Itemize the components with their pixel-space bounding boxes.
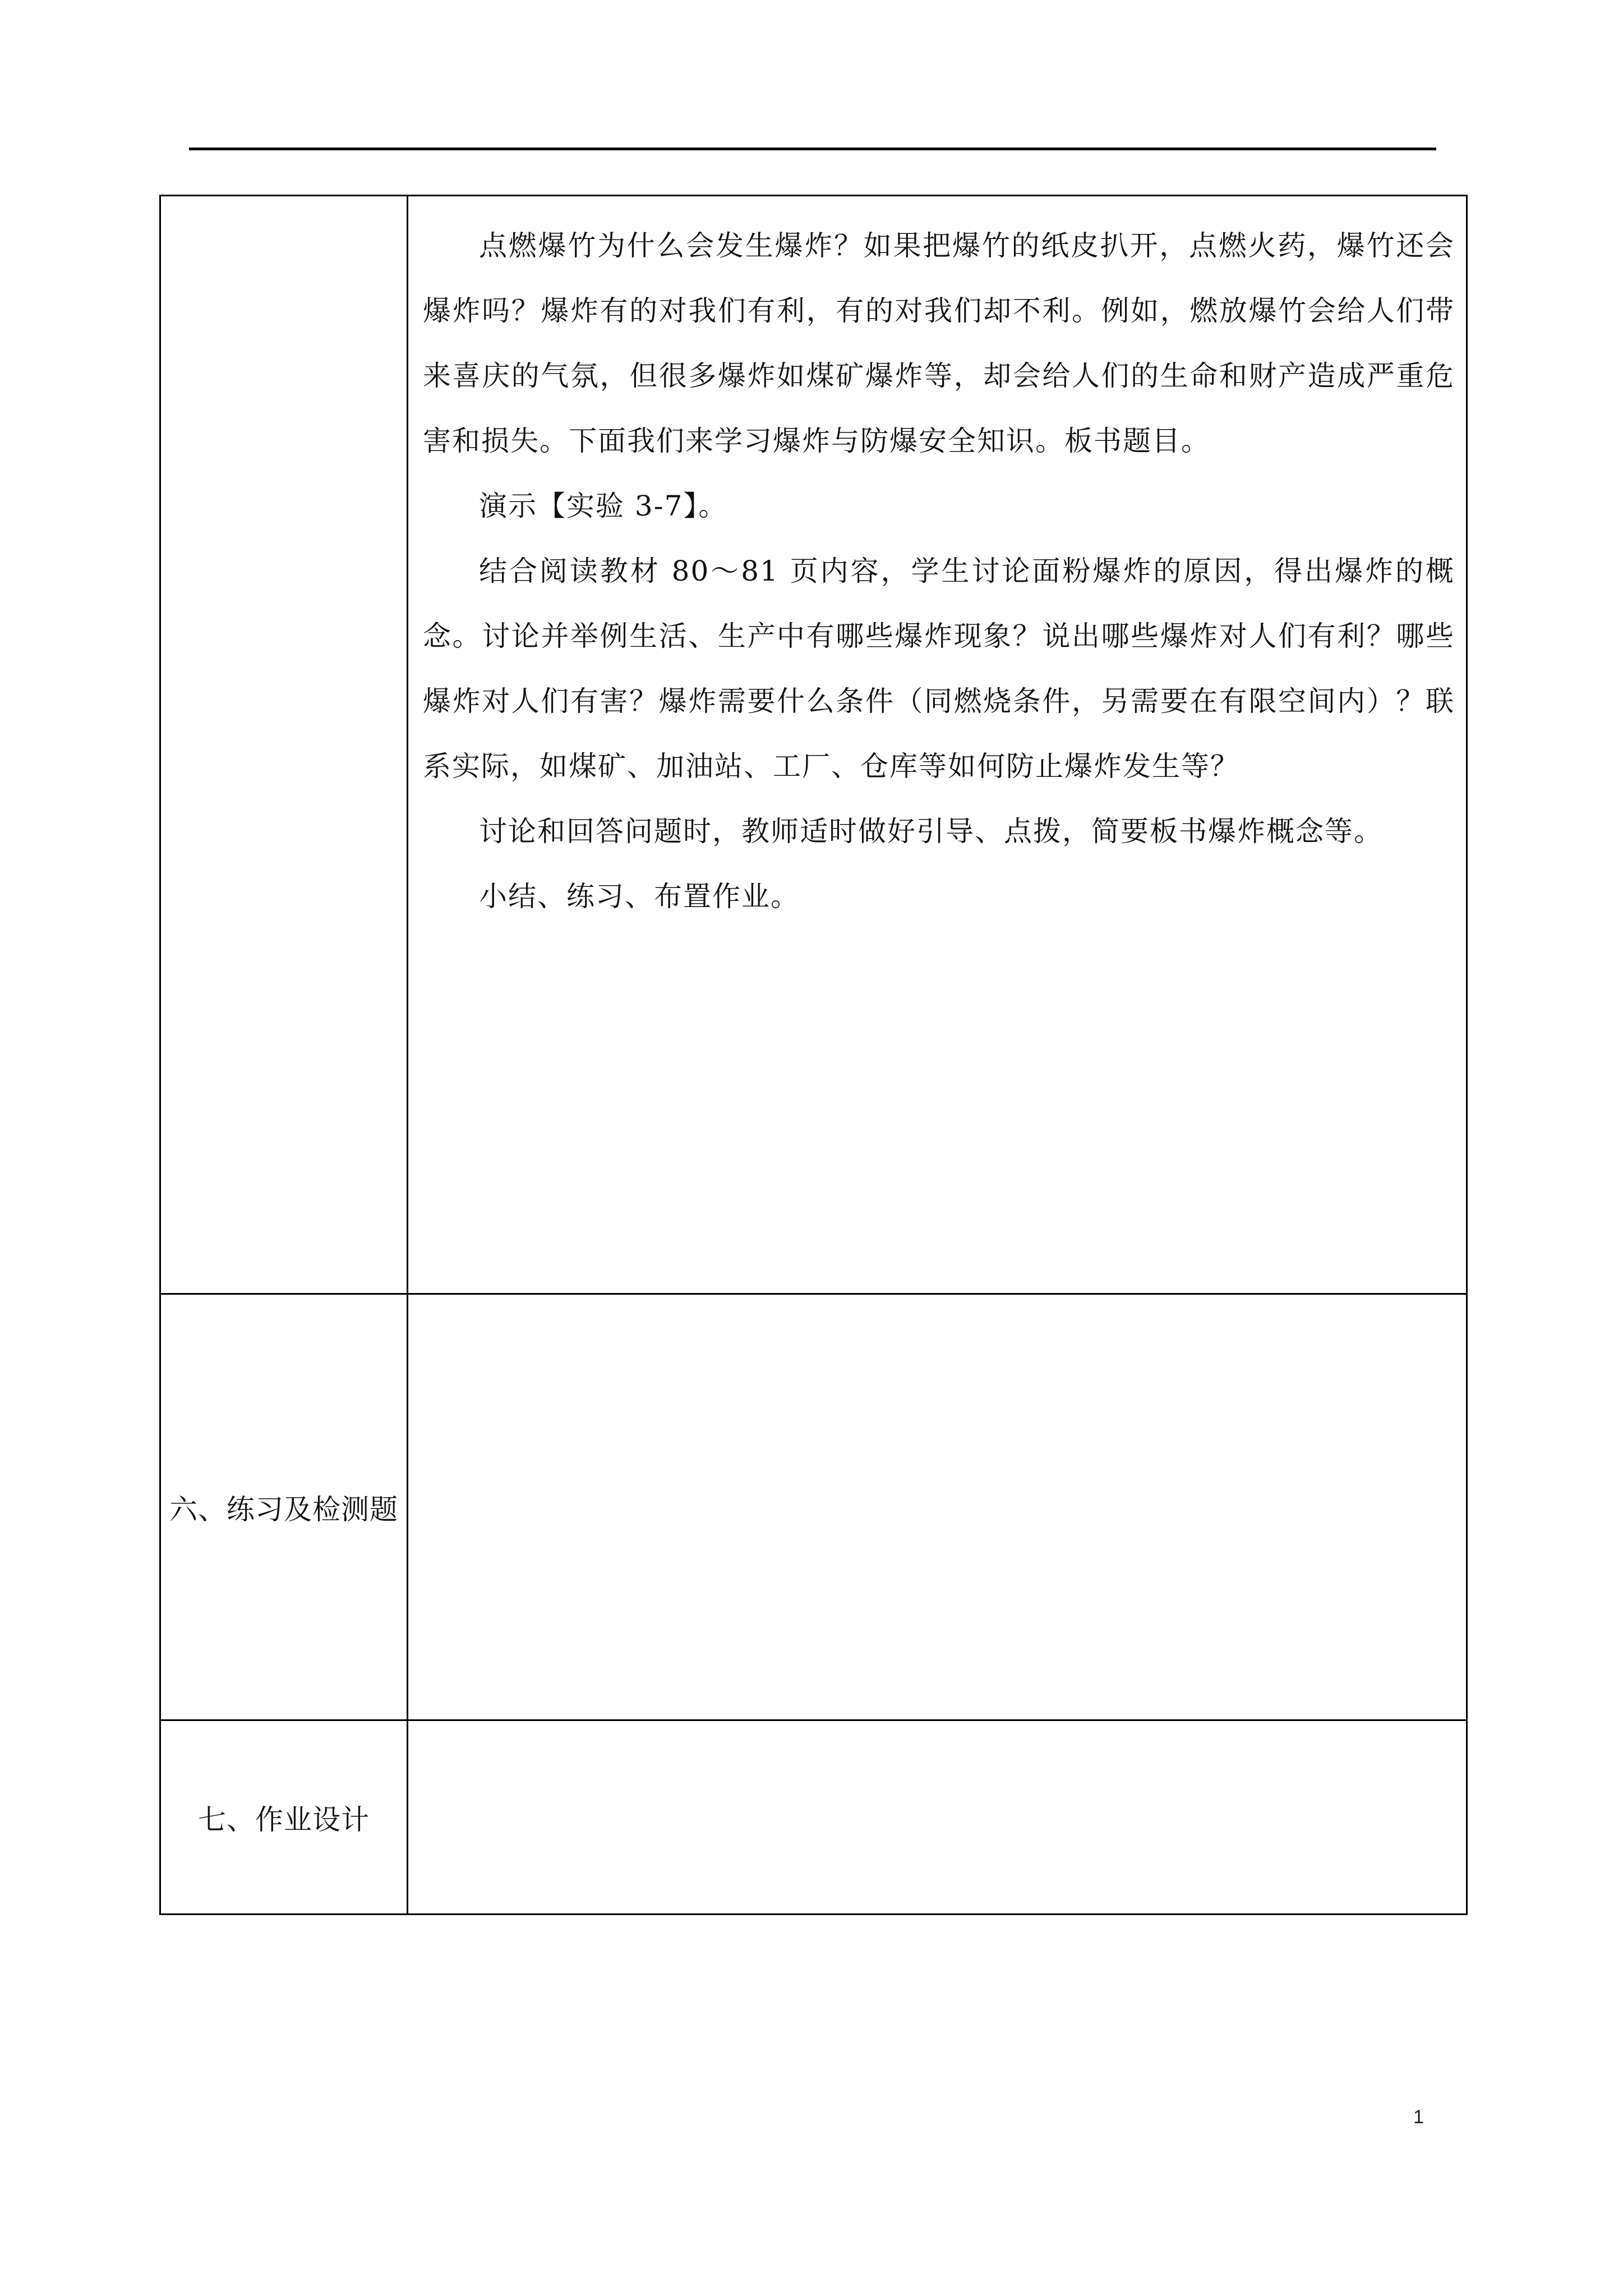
row-content-homework [408,1720,1467,1915]
row-label-homework: 七、作业设计 [160,1720,408,1915]
paragraph: 点燃爆竹为什么会发生爆炸？如果把爆竹的纸皮扒开，点燃火药，爆竹还会爆炸吗？爆炸有的对我们有利，有的对我们却不利。例如，燃放爆竹会给人们带来喜庆的气氛，但很多爆炸如煤矿爆炸等，却会给人们的生命和财产造成严重危害和损失。下面我们来学习爆炸与防爆安全知识。板书题目。 [423,229,1455,457]
paragraph: 讨论和回答问题时，教师适时做好引导、点拨，简要板书爆炸概念等。 [479,815,1383,848]
row-label [160,196,408,1294]
table-row [160,196,1467,1294]
teaching-process-text [408,196,1466,929]
table-row [160,1720,1467,1915]
lesson-plan-table [159,195,1468,1915]
row-label-exercises: 六、练习及检测题 [160,1294,408,1720]
row-content-exercises [408,1294,1467,1720]
row-content [408,196,1467,1294]
table-row [160,1294,1467,1720]
paragraph: 结合阅读教材 80～81 页内容，学生讨论面粉爆炸的原因，得出爆炸的概念。讨论并举例生活、生产中有哪些爆炸现象？说出哪些爆炸对人们有利？哪些爆炸对人们有害？爆炸需要什么条件（同燃烧条件，另需要在有限空间内）？联系实际，如煤矿、加油站、工厂、仓库等如何防止爆炸发生等？ [423,555,1455,783]
header-rule [189,148,1436,150]
paragraph: 演示【实验 3-7】。 [479,490,728,522]
page-number: 1 [1413,2106,1424,2128]
paragraph: 小结、练习、布置作业。 [479,880,800,913]
